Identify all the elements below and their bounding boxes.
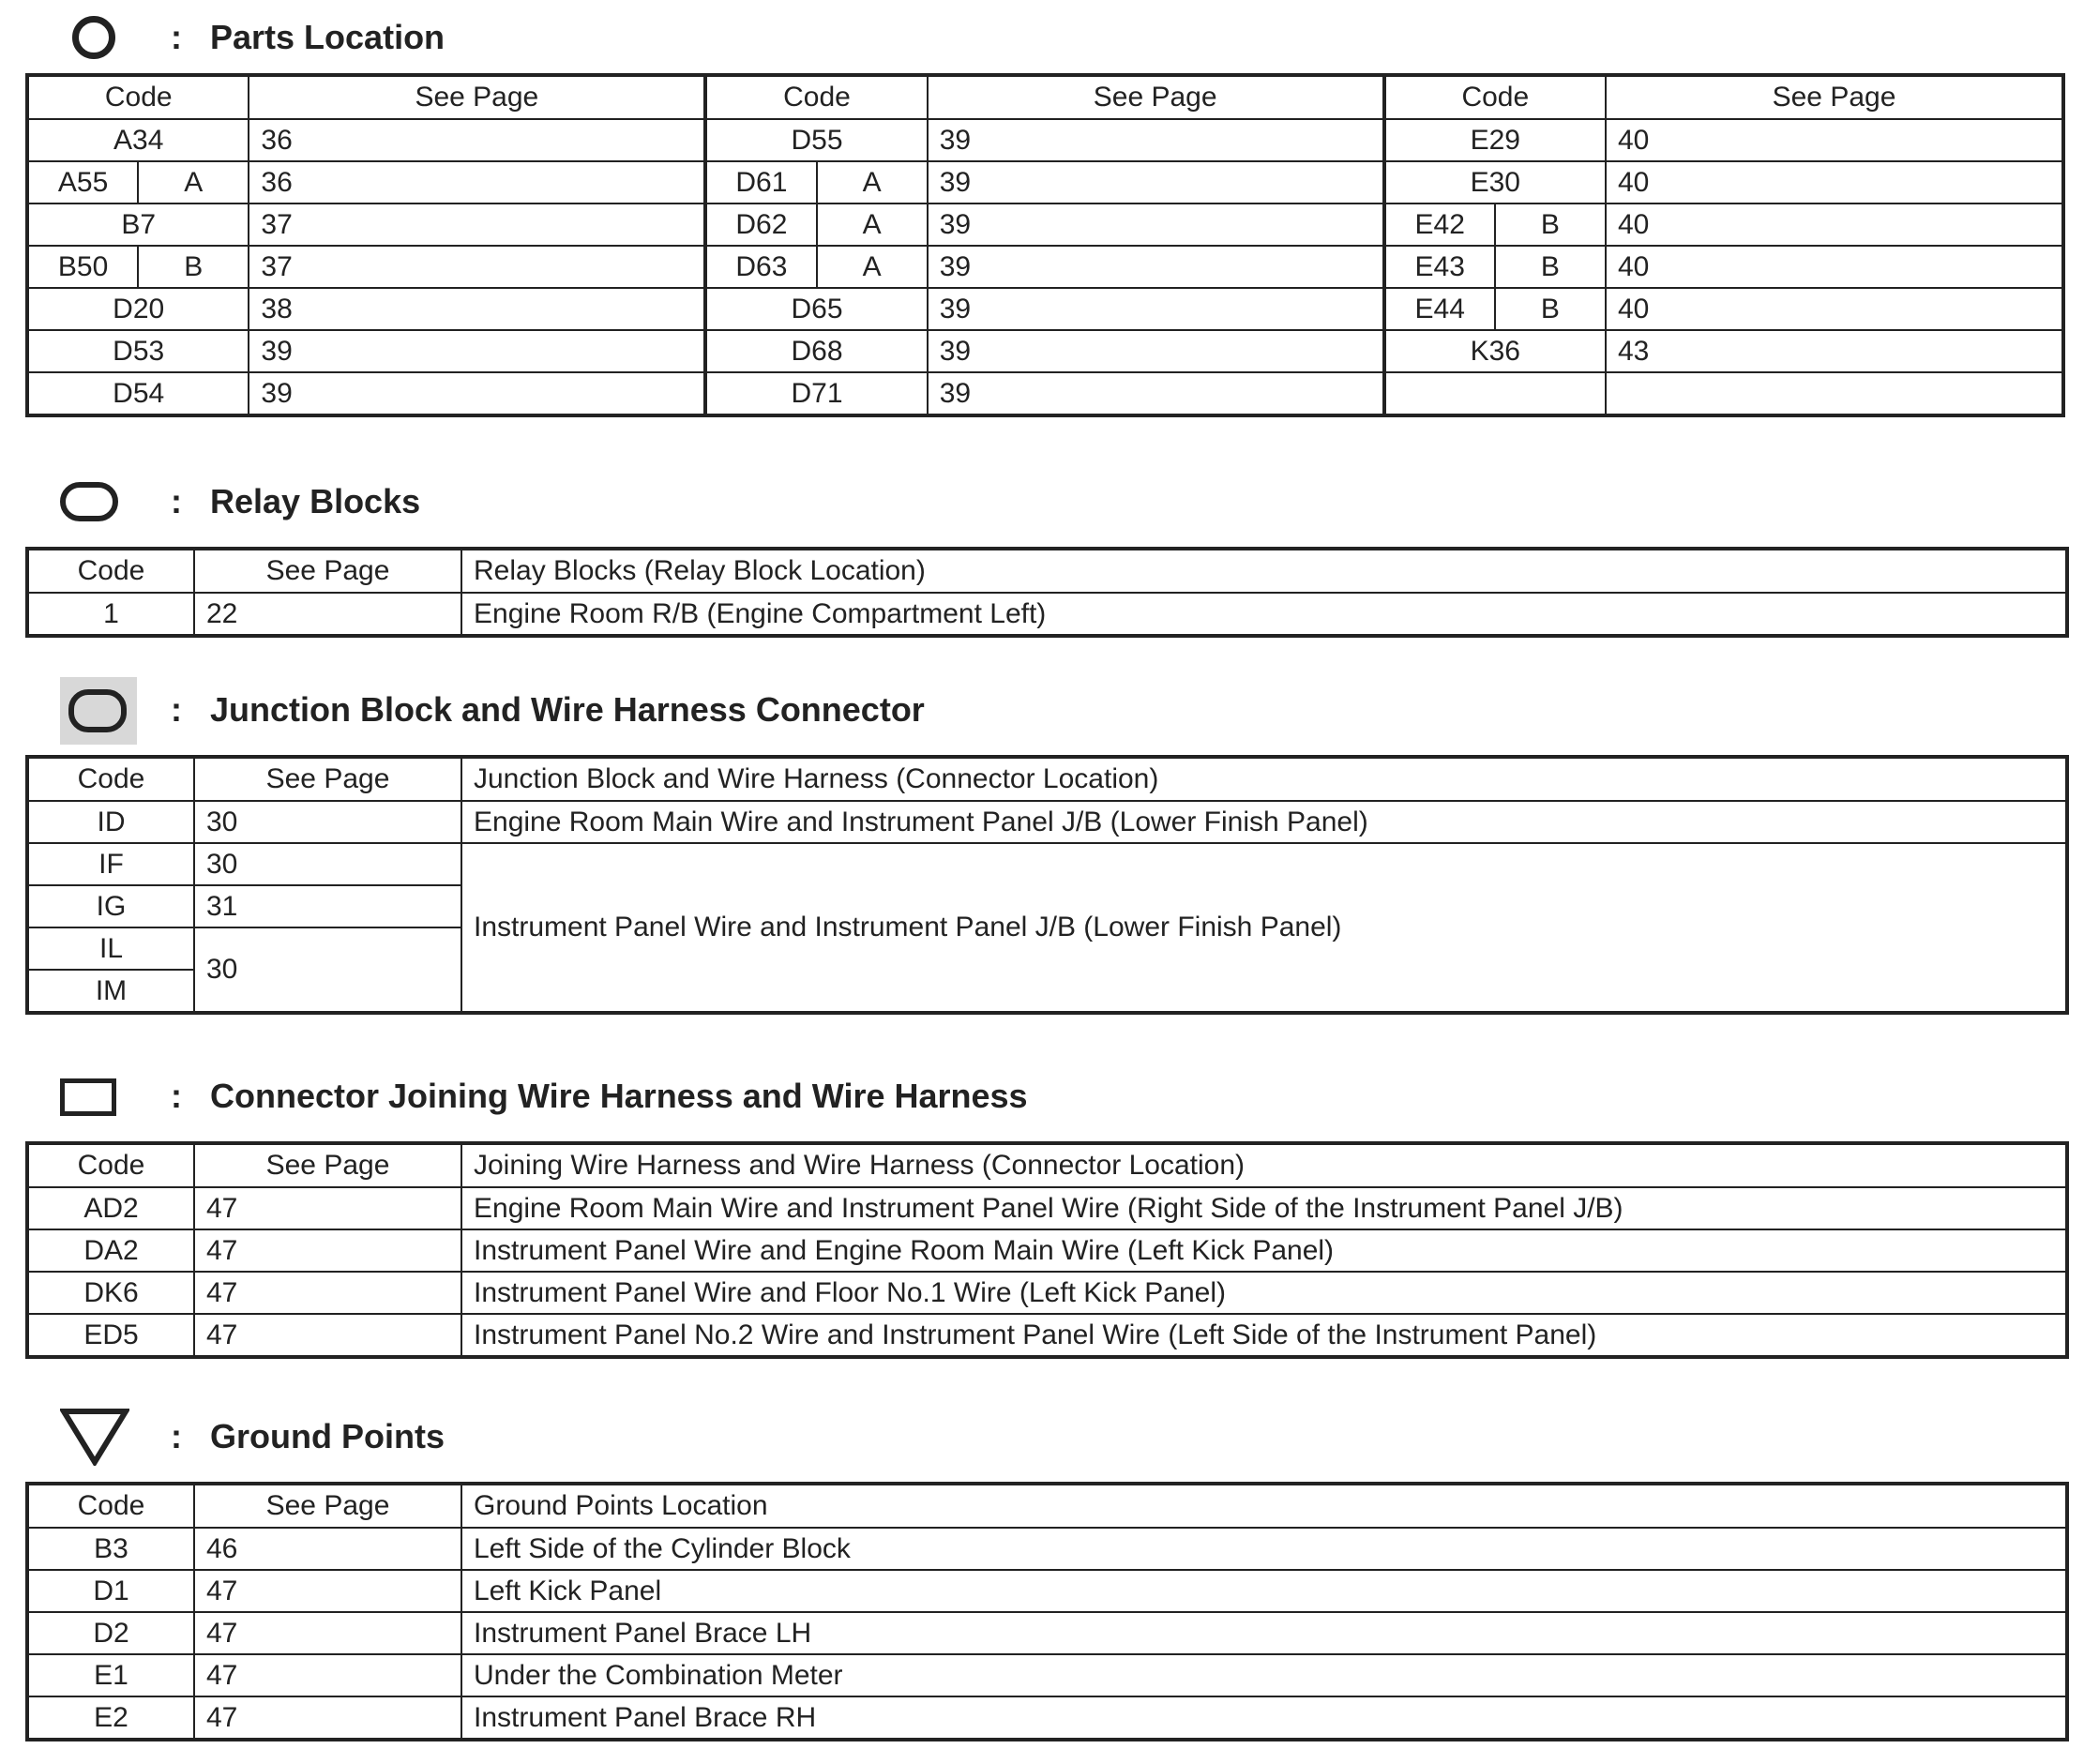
table-row xyxy=(27,1612,2067,1654)
code-sub-cell: B xyxy=(138,246,249,288)
page-cell: 39 xyxy=(928,119,1384,161)
table-row xyxy=(27,593,2067,636)
code-header: Code xyxy=(27,757,194,801)
code-cell: E29 xyxy=(1384,119,1606,161)
page-cell: 30 xyxy=(194,801,461,843)
code-cell: A55 xyxy=(27,161,138,204)
description-header: Ground Points Location xyxy=(461,1484,2067,1528)
page-cell: 43 xyxy=(1606,330,2063,372)
code-cell: DK6 xyxy=(27,1272,194,1314)
page-cell: 40 xyxy=(1606,204,2063,246)
table-row xyxy=(27,246,2063,288)
see-page-header: See Page xyxy=(194,549,461,593)
code-cell: 1 xyxy=(27,593,194,636)
colon: : xyxy=(171,690,182,729)
page-cell: 47 xyxy=(194,1654,461,1696)
code-sub-cell: A xyxy=(138,161,249,204)
connector-joining-table xyxy=(25,1141,2069,1359)
code-cell: E44 xyxy=(1384,288,1495,330)
page-cell: 47 xyxy=(194,1570,461,1612)
code-cell: D54 xyxy=(27,372,249,415)
table-row xyxy=(27,1272,2067,1314)
description-header: Relay Blocks (Relay Block Location) xyxy=(461,549,2067,593)
code-sub-cell: B xyxy=(1495,204,1606,246)
code-cell: E42 xyxy=(1384,204,1495,246)
see-page-header: See Page xyxy=(1606,75,2063,119)
code-cell: IF xyxy=(27,843,194,885)
code-cell: D68 xyxy=(705,330,927,372)
page-cell: 37 xyxy=(249,204,705,246)
see-page-header: See Page xyxy=(194,1484,461,1528)
table-row xyxy=(27,1229,2067,1272)
page-cell: 39 xyxy=(928,288,1384,330)
page-cell: 36 xyxy=(249,161,705,204)
page-cell: 39 xyxy=(249,330,705,372)
code-cell: AD2 xyxy=(27,1187,194,1229)
code-cell: D20 xyxy=(27,288,249,330)
code-cell: A34 xyxy=(27,119,249,161)
page-cell: 40 xyxy=(1606,161,2063,204)
code-cell: ID xyxy=(27,801,194,843)
code-cell: D71 xyxy=(705,372,927,415)
page-cell: 39 xyxy=(928,246,1384,288)
see-page-header: See Page xyxy=(928,75,1384,119)
code-cell: IL xyxy=(27,927,194,970)
code-cell: K36 xyxy=(1384,330,1606,372)
code-cell: B3 xyxy=(27,1528,194,1570)
page-cell: 30 xyxy=(194,843,461,885)
code-cell: D2 xyxy=(27,1612,194,1654)
page-cell: 46 xyxy=(194,1528,461,1570)
junction-block-icon xyxy=(68,689,127,732)
code-cell: D55 xyxy=(705,119,927,161)
code-cell: D61 xyxy=(705,161,816,204)
ground-triangle-icon xyxy=(60,1408,129,1466)
code-header: Code xyxy=(27,1143,194,1187)
colon: : xyxy=(171,1417,182,1455)
code-cell: E2 xyxy=(27,1696,194,1740)
description-header: Junction Block and Wire Harness (Connector Location) xyxy=(461,757,2067,801)
relay-blocks-header xyxy=(0,469,2084,535)
see-page-header: See Page xyxy=(194,1143,461,1187)
junction-block-header xyxy=(0,677,2084,743)
code-header: Code xyxy=(705,75,927,119)
parts-location-header xyxy=(0,5,2084,70)
relay-block-icon xyxy=(60,482,118,521)
code-cell: DA2 xyxy=(27,1229,194,1272)
page-cell: 37 xyxy=(249,246,705,288)
code-cell: E1 xyxy=(27,1654,194,1696)
table-header-row xyxy=(27,1484,2067,1528)
code-header: Code xyxy=(27,1484,194,1528)
table-header-row xyxy=(27,757,2067,801)
page-cell: 47 xyxy=(194,1314,461,1357)
junction-block-table xyxy=(25,755,2069,1015)
page-cell: 47 xyxy=(194,1229,461,1272)
description-cell: Instrument Panel Brace LH xyxy=(461,1612,2067,1654)
page-cell: 39 xyxy=(928,372,1384,415)
code-sub-cell: A xyxy=(817,246,928,288)
description-cell: Engine Room R/B (Engine Compartment Left) xyxy=(461,593,2067,636)
page-cell: 31 xyxy=(194,885,461,927)
code-cell: IG xyxy=(27,885,194,927)
description-cell: Instrument Panel No.2 Wire and Instrument Panel Wire (Left Side of the Instrument Panel) xyxy=(461,1314,2067,1357)
table-row xyxy=(27,801,2067,843)
page-cell: 40 xyxy=(1606,288,2063,330)
description-cell: Instrument Panel Brace RH xyxy=(461,1696,2067,1740)
parts-location-table xyxy=(25,73,2065,417)
table-row xyxy=(27,1528,2067,1570)
relay-blocks-table xyxy=(25,547,2069,638)
description-cell: Instrument Panel Wire and Floor No.1 Wire (Left Kick Panel) xyxy=(461,1272,2067,1314)
page-cell: 30 xyxy=(194,927,461,1013)
page-cell: 39 xyxy=(928,330,1384,372)
circle-icon xyxy=(72,16,115,59)
code-cell: E43 xyxy=(1384,246,1495,288)
page-cell: 22 xyxy=(194,593,461,636)
table-header-row xyxy=(27,549,2067,593)
description-cell: Engine Room Main Wire and Instrument Panel J/B (Lower Finish Panel) xyxy=(461,801,2067,843)
section-title: Connector Joining Wire Harness and Wire Harness xyxy=(210,1077,1028,1115)
colon: : xyxy=(171,18,182,56)
code-cell xyxy=(1384,372,1606,415)
table-row xyxy=(27,204,2063,246)
table-header-row xyxy=(27,75,2063,119)
page-cell: 40 xyxy=(1606,246,2063,288)
merged-description-cell: Instrument Panel Wire and Instrument Panel J/B (Lower Finish Panel) xyxy=(461,843,2067,1013)
code-cell: D53 xyxy=(27,330,249,372)
page-cell: 47 xyxy=(194,1187,461,1229)
rectangle-icon xyxy=(60,1078,116,1116)
connector-joining-header xyxy=(0,1063,2084,1129)
code-header: Code xyxy=(27,75,249,119)
colon: : xyxy=(171,1077,182,1115)
page-cell: 39 xyxy=(249,372,705,415)
code-cell: D1 xyxy=(27,1570,194,1612)
description-cell: Instrument Panel Wire and Engine Room Main Wire (Left Kick Panel) xyxy=(461,1229,2067,1272)
ground-points-header xyxy=(0,1404,2084,1470)
page-cell: 38 xyxy=(249,288,705,330)
code-sub-cell: B xyxy=(1495,288,1606,330)
colon: : xyxy=(171,482,182,520)
code-cell: B7 xyxy=(27,204,249,246)
description-cell: Under the Combination Meter xyxy=(461,1654,2067,1696)
section-title: Junction Block and Wire Harness Connector xyxy=(210,690,925,729)
code-cell: IM xyxy=(27,970,194,1013)
table-row xyxy=(27,330,2063,372)
code-header: Code xyxy=(27,549,194,593)
table-row xyxy=(27,843,2067,885)
code-cell: E30 xyxy=(1384,161,1606,204)
table-row xyxy=(27,372,2063,415)
code-header: Code xyxy=(1384,75,1606,119)
table-row xyxy=(27,1570,2067,1612)
table-row xyxy=(27,1187,2067,1229)
page-cell: 40 xyxy=(1606,119,2063,161)
description-cell: Engine Room Main Wire and Instrument Panel Wire (Right Side of the Instrument Panel J/B) xyxy=(461,1187,2067,1229)
description-header: Joining Wire Harness and Wire Harness (Connector Location) xyxy=(461,1143,2067,1187)
code-sub-cell: A xyxy=(817,161,928,204)
table-row xyxy=(27,1654,2067,1696)
table-row xyxy=(27,161,2063,204)
page-cell: 36 xyxy=(249,119,705,161)
page-cell: 47 xyxy=(194,1696,461,1740)
description-cell: Left Kick Panel xyxy=(461,1570,2067,1612)
page-cell: 47 xyxy=(194,1272,461,1314)
code-cell: D62 xyxy=(705,204,816,246)
code-cell: D63 xyxy=(705,246,816,288)
description-cell: Left Side of the Cylinder Block xyxy=(461,1528,2067,1570)
code-cell: D65 xyxy=(705,288,927,330)
ground-points-table xyxy=(25,1482,2069,1741)
see-page-header: See Page xyxy=(249,75,705,119)
page-cell xyxy=(1606,372,2063,415)
section-title: Parts Location xyxy=(210,18,445,56)
table-row xyxy=(27,288,2063,330)
section-title: Ground Points xyxy=(210,1417,445,1455)
page-cell: 47 xyxy=(194,1612,461,1654)
table-row xyxy=(27,1314,2067,1357)
table-header-row xyxy=(27,1143,2067,1187)
code-cell: ED5 xyxy=(27,1314,194,1357)
section-title: Relay Blocks xyxy=(210,482,421,520)
table-row xyxy=(27,1696,2067,1740)
table-row xyxy=(27,119,2063,161)
code-cell: B50 xyxy=(27,246,138,288)
page-cell: 39 xyxy=(928,204,1384,246)
page-cell: 39 xyxy=(928,161,1384,204)
code-sub-cell: A xyxy=(817,204,928,246)
see-page-header: See Page xyxy=(194,757,461,801)
code-sub-cell: B xyxy=(1495,246,1606,288)
